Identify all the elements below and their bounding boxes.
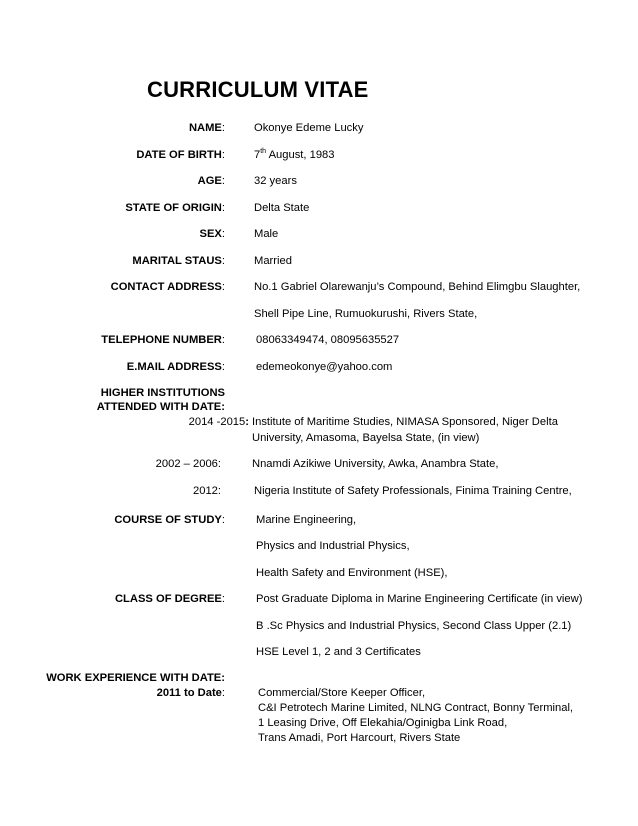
institution-date-2: 2002 – 2006: (155, 458, 221, 470)
marital-label: MARITAL STAUS: (132, 255, 225, 267)
address-line-2: Shell Pipe Line, Rumuokurushi, Rivers State, (254, 308, 478, 320)
institution-entry-1: Institute of Maritime Studies, NIMASA Sponsored, Niger Delta University, Amasoma, Bayelsa State, (in view) (252, 416, 558, 444)
document-title: CURRICULUM VITAE (147, 77, 369, 102)
course-item-2: Physics and Industrial Physics, (256, 540, 410, 552)
phone-value: 08063349474, 08095635527 (256, 334, 400, 346)
age-value: 32 years (254, 175, 297, 187)
institution-entry-2: Nnamdi Azikiwe University, Awka, Anambra State, (252, 458, 499, 470)
degree-item-1: Post Graduate Diploma in Marine Engineering Certificate (in view) (256, 593, 583, 605)
work-line-1: Commercial/Store Keeper Officer, (258, 687, 426, 699)
address-line-1: No.1 Gabriel Olarewanju’s Compound, Behind Elimgbu Slaughter, (254, 281, 581, 293)
degree-item-2: B .Sc Physics and Industrial Physics, Second Class Upper (2.1) (256, 620, 572, 632)
institution-date-1: 2014 -2015: (188, 416, 249, 428)
sex-label: SEX: (199, 228, 225, 240)
course-item-3: Health Safety and Environment (HSE), (256, 567, 448, 579)
degree-label: CLASS OF DEGREE: (114, 593, 225, 605)
course-label: COURSE OF STUDY: (114, 514, 225, 526)
work-line-3: 1 Leasing Drive, Off Elekahia/Oginigba Link Road, (258, 717, 508, 729)
dob-label: DATE OF BIRTH: (136, 149, 225, 161)
work-label: WORK EXPERIENCE WITH DATE: (46, 672, 225, 684)
name-value: Okonye Edeme Lucky (254, 122, 364, 134)
work-date: 2011 to Date: (156, 687, 225, 699)
dob-value: 7th August, 1983 (254, 148, 335, 161)
institution-entry-3: Nigeria Institute of Safety Professionals, Finima Training Centre, (254, 485, 572, 497)
marital-value: Married (254, 255, 292, 267)
institutions-label-line-1: HIGHER INSTITUTIONS (100, 387, 225, 399)
degree-item-3: HSE Level 1, 2 and 3 Certificates (256, 646, 421, 658)
course-item-1: Marine Engineering, (256, 514, 357, 526)
work-line-4: Trans Amadi, Port Harcourt, Rivers State (258, 732, 461, 744)
institutions-label-line-2: ATTENDED WITH DATE: (96, 401, 225, 413)
origin-label: STATE OF ORIGIN: (125, 202, 225, 214)
email-label: E.MAIL ADDRESS: (126, 361, 225, 373)
origin-value: Delta State (254, 202, 310, 214)
phone-label: TELEPHONE NUMBER: (101, 334, 225, 346)
sex-value: Male (254, 228, 279, 240)
institution-date-3: 2012: (193, 485, 221, 497)
work-line-2: C&I Petrotech Marine Limited, NLNG Contract, Bonny Terminal, (258, 702, 574, 714)
email-value: edemeokonye@yahoo.com (256, 361, 393, 373)
address-label: CONTACT ADDRESS: (110, 281, 225, 293)
name-label: NAME: (188, 122, 225, 134)
age-label: AGE: (197, 175, 225, 187)
